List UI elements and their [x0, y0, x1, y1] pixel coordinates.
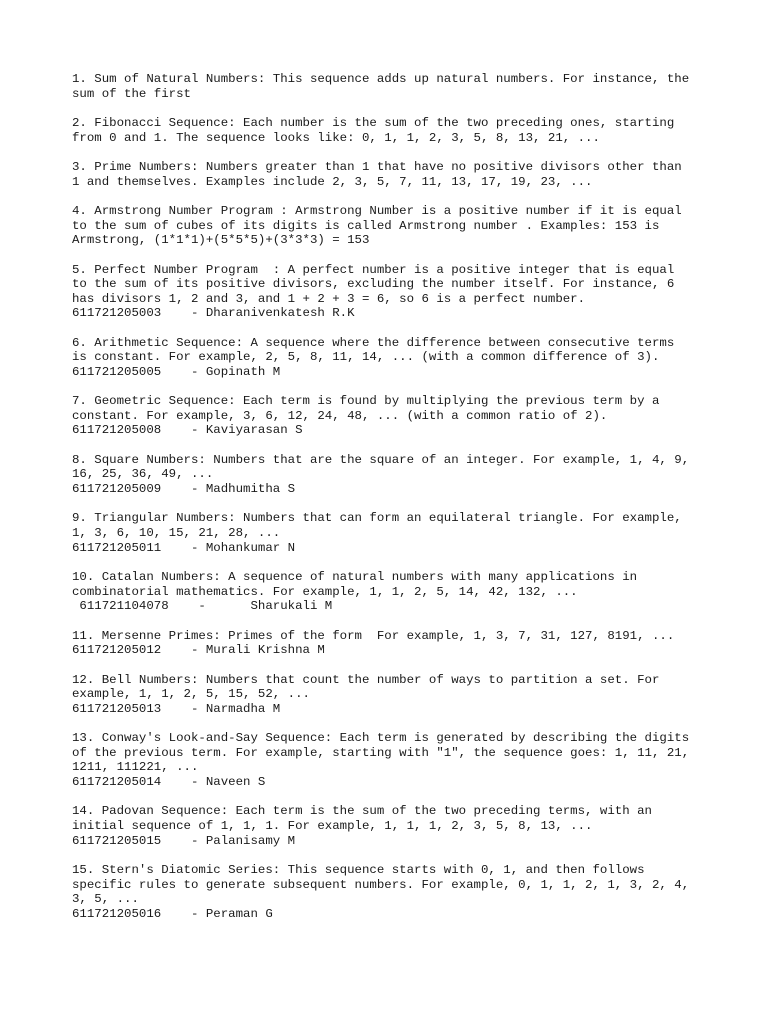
text-line: constant. For example, 3, 6, 12, 24, 48, ... (with a common ratio of 2). [72, 408, 608, 423]
text-line: 13. Conway's Look-and-Say Sequence: Each term is generated by describing the digits [72, 731, 690, 746]
document-page [72, 72, 712, 936]
entry-12 [72, 673, 712, 717]
text-line: initial sequence of 1, 1, 1. For example, 1, 1, 1, 2, 3, 5, 8, 13, ... [72, 818, 593, 833]
text-line: specific rules to generate subsequent numbers. For example, 0, 1, 1, 2, 1, 3, 2, 4, [72, 877, 690, 892]
entry-4 [72, 204, 712, 248]
author-line: 611721205003 - Dharanivenkatesh R.K [72, 306, 355, 321]
entry-6 [72, 336, 712, 380]
text-line: 2. Fibonacci Sequence: Each number is the sum of the two preceding ones, starting [72, 115, 675, 130]
text-line: 9. Triangular Numbers: Numbers that can form an equilateral triangle. For example, [72, 511, 682, 526]
text-line: 1 and themselves. Examples include 2, 3, 5, 7, 11, 13, 17, 19, 23, ... [72, 174, 593, 189]
entry-3 [72, 160, 712, 189]
text-line: 1. Sum of Natural Numbers: This sequence adds up natural numbers. For instance, the [72, 72, 690, 86]
entry-9 [72, 511, 712, 555]
author-line: 611721205005 - Gopinath M [72, 364, 281, 379]
text-line: 7. Geometric Sequence: Each term is found by multiplying the previous term by a [72, 394, 660, 409]
text-line: is constant. For example, 2, 5, 8, 11, 14, ... (with a common difference of 3). [72, 350, 660, 365]
text-line: 3. Prime Numbers: Numbers greater than 1 that have no positive divisors other than [72, 159, 682, 174]
author-line: 611721205009 - Madhumitha S [72, 482, 296, 497]
entry-2 [72, 116, 712, 145]
text-line: sum of the first [72, 86, 191, 101]
text-line: has divisors 1, 2 and 3, and 1 + 2 + 3 = 6, so 6 is a perfect number. [72, 291, 586, 306]
entry-7 [72, 394, 712, 438]
text-line: from 0 and 1. The sequence looks like: 0, 1, 1, 2, 3, 5, 8, 13, 21, ... [72, 130, 600, 145]
author-line: 611721205011 - Mohankumar N [72, 540, 296, 555]
author-line: 611721205012 - Murali Krishna M [72, 643, 325, 658]
entry-13 [72, 731, 712, 789]
entry-11 [72, 629, 712, 658]
entry-10 [72, 570, 712, 614]
text-line: 14. Padovan Sequence: Each term is the sum of the two preceding terms, with an [72, 804, 652, 819]
author-line: 611721205014 - Naveen S [72, 774, 266, 789]
author-line: 611721205008 - Kaviyarasan S [72, 423, 303, 438]
text-line: 10. Catalan Numbers: A sequence of natural numbers with many applications in [72, 570, 638, 585]
text-line: to the sum of its positive divisors, excluding the number itself. For instance, 6 [72, 277, 675, 292]
text-line: 3, 5, ... [72, 892, 139, 907]
text-line: 4. Armstrong Number Program : Armstrong Number is a positive number if it is equal [72, 203, 682, 218]
entry-8 [72, 453, 712, 497]
text-line: Armstrong, (1*1*1)+(5*5*5)+(3*3*3) = 153 [72, 233, 370, 248]
entry-1 [72, 72, 712, 101]
text-line: of the previous term. For example, starting with "1", the sequence goes: 1, 11, 21, [72, 745, 690, 760]
text-line: 11. Mersenne Primes: Primes of the form For example, 1, 3, 7, 31, 127, 8191, ... [72, 628, 675, 643]
author-line: 611721104078 - Sharukali M [72, 599, 333, 614]
text-line: 16, 25, 36, 49, ... [72, 467, 214, 482]
text-line: 6. Arithmetic Sequence: A sequence where the difference between consecutive terms [72, 335, 675, 350]
text-line: combinatorial mathematics. For example, 1, 1, 2, 5, 14, 42, 132, ... [72, 584, 578, 599]
text-line: to the sum of cubes of its digits is called Armstrong number . Examples: 153 is [72, 218, 660, 233]
entry-15 [72, 863, 712, 921]
entry-5 [72, 263, 712, 321]
text-line: example, 1, 1, 2, 5, 15, 52, ... [72, 687, 310, 702]
author-line: 611721205013 - Narmadha M [72, 701, 281, 716]
text-line: 8. Square Numbers: Numbers that are the square of an integer. For example, 1, 4, 9, [72, 452, 690, 467]
text-line: 5. Perfect Number Program : A perfect number is a positive integer that is equal [72, 262, 675, 277]
text-line: 12. Bell Numbers: Numbers that count the number of ways to partition a set. For [72, 672, 660, 687]
author-line: 611721205015 - Palanisamy M [72, 833, 296, 848]
text-line: 1, 3, 6, 10, 15, 21, 28, ... [72, 526, 281, 541]
author-line: 611721205016 - Peraman G [72, 906, 273, 921]
text-line: 1211, 111221, ... [72, 760, 199, 775]
entry-14 [72, 804, 712, 848]
text-line: 15. Stern's Diatomic Series: This sequence starts with 0, 1, and then follows [72, 862, 645, 877]
